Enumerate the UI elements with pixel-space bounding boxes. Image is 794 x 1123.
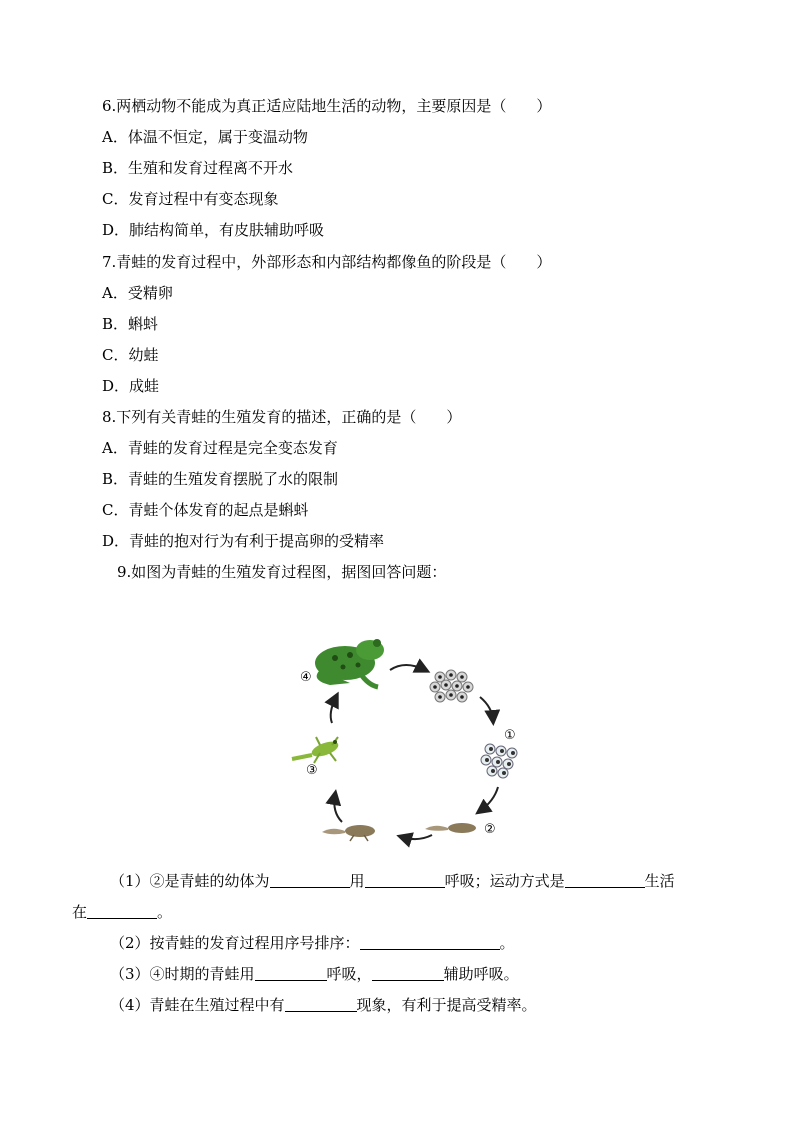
q8-stem: 8.下列有关青蛙的生殖发育的描述，正确的是（ ） xyxy=(102,408,462,426)
q9-sub3-text-b: 呼吸， xyxy=(326,965,372,983)
cycle-arrows xyxy=(331,665,498,839)
developing-eggs-icon xyxy=(481,744,517,778)
stage-label-four: ④ xyxy=(300,670,312,685)
q7-option-b: B．蝌蚪 xyxy=(102,315,159,333)
q8-option-b: B．青蛙的生殖发育摆脱了水的限制 xyxy=(102,470,339,488)
answer-blank[interactable] xyxy=(87,902,157,919)
answer-blank[interactable] xyxy=(365,871,445,888)
q9-sub4 xyxy=(110,995,537,1015)
q9-sub1-text-d: 生活 xyxy=(644,872,675,890)
tadpole-icon xyxy=(425,823,476,833)
q8-option-a: A．青蛙的发育过程是完全变态发育 xyxy=(102,439,338,457)
q9-sub2-text-b: 。 xyxy=(499,934,515,952)
q9-sub1-text-c: 呼吸；运动方式是 xyxy=(444,872,565,890)
stage-label-three: ③ xyxy=(306,763,318,778)
answer-blank[interactable] xyxy=(285,995,357,1012)
frog-life-cycle-diagram xyxy=(280,625,540,855)
q9-sub4-text-a: （4）青蛙在生殖过程中有 xyxy=(110,996,285,1014)
q7-option-c: C．幼蛙 xyxy=(102,346,159,364)
stage-label-two: ② xyxy=(484,822,496,837)
q9-sub1-text-a: （1）②是青蛙的幼体为 xyxy=(110,872,270,890)
q6-option-b: B．生殖和发育过程离不开水 xyxy=(102,159,294,177)
q7-stem: 7.青蛙的发育过程中，外部形态和内部结构都像鱼的阶段是（ ） xyxy=(102,253,552,271)
q6-stem: 6.两栖动物不能成为真正适应陆地生活的动物，主要原因是（ ） xyxy=(102,97,552,115)
tadpole-with-legs-icon xyxy=(322,825,375,841)
q9-sub3-text-a: （3）④时期的青蛙用 xyxy=(110,965,255,983)
answer-blank[interactable] xyxy=(270,871,350,888)
q9-sub3-text-c: 辅助呼吸。 xyxy=(443,965,519,983)
answer-blank[interactable] xyxy=(360,933,500,950)
q9-sub3 xyxy=(110,964,519,984)
q6-option-d: D．肺结构简单，有皮肤辅助呼吸 xyxy=(102,221,325,239)
q9-stem: 9.如图为青蛙的生殖发育过程图，据图回答问题： xyxy=(117,563,447,581)
stage-label-one: ① xyxy=(504,728,516,743)
q6-option-c: C．发育过程中有变态现象 xyxy=(102,190,279,208)
q9-sub2 xyxy=(110,933,515,953)
froglet-icon xyxy=(292,737,340,763)
adult-frog-icon xyxy=(315,639,384,687)
answer-blank[interactable] xyxy=(372,964,444,981)
q8-option-c: C．青蛙个体发育的起点是蝌蚪 xyxy=(102,501,309,519)
q9-sub2-text-a: （2）按青蛙的发育过程用序号排序： xyxy=(110,934,360,952)
answer-blank[interactable] xyxy=(565,871,645,888)
egg-cluster-icon xyxy=(430,670,473,702)
q6-option-a: A．体温不恒定，属于变温动物 xyxy=(102,128,308,146)
answer-blank[interactable] xyxy=(255,964,327,981)
q9-sub1-text-b: 用 xyxy=(349,872,365,890)
q9-sub1-text-e: 在 xyxy=(72,903,88,921)
q9-sub4-text-b: 现象，有利于提高受精率。 xyxy=(356,996,537,1014)
q9-sub1-line2 xyxy=(72,902,172,922)
q8-option-d: D．青蛙的抱对行为有利于提高卵的受精率 xyxy=(102,532,385,550)
q9-sub1-text-f: 。 xyxy=(157,903,173,921)
q7-option-d: D．成蛙 xyxy=(102,377,160,395)
q7-option-a: A．受精卵 xyxy=(102,284,173,302)
q9-sub1-line1 xyxy=(110,871,675,891)
